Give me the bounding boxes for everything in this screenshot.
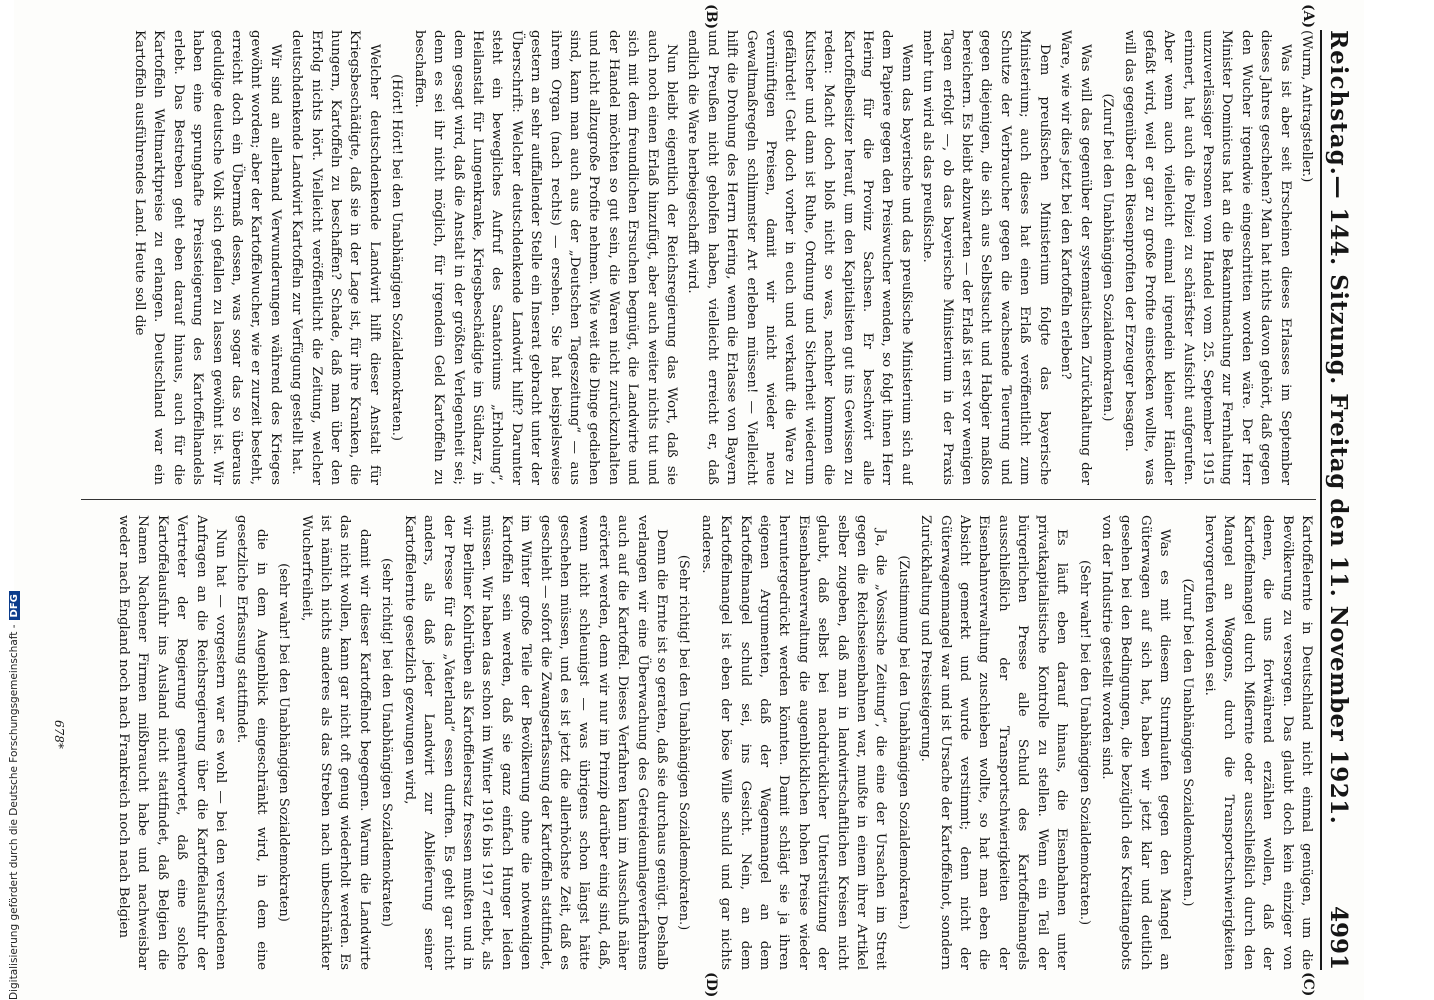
page-header	[1320, 30, 1356, 970]
paragraph: Ja, die „Vossische Zeitung“, die eine der Ursachen im Streit gegen die Reichseisenbahnen war, mußte in einem ihrer Artikel selber zugeben, daß man in landwirtschaftlichen Kreisen nicht glaubt, daß selbst bei nachdrücklicher Unterstützung der Eisenbahnverwaltung die augenblicklichen hohen Preise wieder heruntergedrückt werden könnten. Damit schlägt sie ja ihren eigenen Argumenten, daß der Wagenmangel an dem Kartoffelmangel schuld sei, ins Gesicht. Nein, an dem Kartoffelmangel ist eben der böse Wille schuld und gar nichts anderes.	[698, 515, 889, 970]
column-divider	[81, 499, 1316, 500]
interjection: (sehr richtig! bei den Unabhängigen Sozialdemokraten)	[379, 558, 395, 927]
margin-marker-b: (B)	[703, 4, 719, 30]
interjection: (Zustimmung bei den Unabhängigen Sozialdemokraten.)	[895, 555, 911, 930]
folio-number: 678*	[52, 720, 66, 749]
interjection: (Sehr richtig! bei den Unabhängigen Sozialdemokraten.)	[676, 554, 692, 931]
page-number: 4991	[1325, 905, 1352, 970]
interjection: (Zuruf bei den Unabhängigen Sozialdemokraten.)	[1179, 578, 1195, 907]
margin-marker-d: (D)	[703, 972, 719, 998]
paragraph: Welcher deutschdenkende Landwirt hilft dieser Anstalt für Kriegsbeschädigte, daß sie in der Lage ist, für ihre Kranken, die hungern, Kartoffeln zu beschaffen? Schade, daß man über den Erfolg nichts hört. Vielleicht veröffentlicht die Zeitung, welcher deutschdenkende Landwirt Kartoffeln zur Verfügung gestellt hat.	[289, 30, 382, 485]
paragraph: damit wir dieser Kartoffelnot begegnen. Warum die Landwirte das nicht wollen, kann gar nicht oft genug wiederholt werden. Es ist nämlich nichts anderes als das Streben nach unbeschränkter Wucherfreiheit,	[298, 515, 372, 970]
credit-text: Digitalisierung gefördert durch die Deutsche Forschungsgemeinschaft -	[8, 624, 20, 1000]
paragraph: Wir sind an allerhand Verwunderungen während des Krieges gewöhnt worden; aber der Kartoffelwucher, wie er zurzeit besteht, erreicht doch ein Übermaß dessen, was sogar das so überaus geduldige deutsche Volk sich gefallen zu lassen gewöhnt ist. Wir haben eine sprunghafte Preissteigerung des Kartoffelhandels erlebt. Das Bestreben geht eben darauf hinaus, auch für die Kartoffeln Weltmarktpreise zu erlangen. Deutschland war ein Kartoffeln ausführendes Land. Heute soll die	[132, 30, 283, 485]
paragraph: Dem preußischen Ministerium folgte das bayerische Ministerium; auch dieses hat einen Erlaß veröffentlicht zum Schutze der Verbraucher gegen die wachsende Teuerung und gegen diejenigen, die sich aus Selbstsucht und Habgier maßlos bereichern. Es bleibt abzuwarten — der Erlaß ist erst vor wenigen Tagen erfolgt —, ob das bayerische Ministerium in der Praxis mehr tun wird als das preußische.	[920, 30, 1052, 485]
paragraph: Was ist aber seit Erscheinen dieses Erlasses im September dieses Jahres geschehen? Man hat nichts davon gehört, daß gegen den Wucher irgendwie eingeschritten worden wäre. Der Herr Minister Dominicus hat an die Bekanntmachung zur Fernhaltung unzuverlässiger Personen vom Handel vom 25. September 1915 erinnert, hat auch die Polizei zu schärfster Aufsicht aufgerufen. Aber wenn auch vielleicht einmal irgendein kleiner Händler gefaßt wird, weil er gar zu große Profite einstecken wollte, was will das gegenüber den Riesenprofiten der Erzeuger besagen.	[1122, 30, 1293, 485]
margin-marker-c: (C)	[1300, 972, 1316, 997]
paragraph: Nun hat — vorgestern war es wohl — bei den verschiedenen Anfragen an die Reichsregierung über die Kartoffelausfuhr der Vertreter der Regierung geantwortet, daß eine solche Kartoffelausfuhr ins Ausland nicht stattfindet, daß Belgien die Namen Nachener Firmen mißbraucht habe und nachweisbar weder nach England noch nach Frankreich noch nach Belgien	[116, 515, 229, 970]
paragraph: Denn die Ernte ist so geraten, daß sie durchaus genügt. Deshalb verlangen wir eine Überwachung des Getreideumlageverfahrens auch auf die Kartoffel. Dieses Verfahren kann im Ausschuß näher erörtert werden, denn wir nur im Prinzip darüber einig sind, daß, wenn nicht schleunigst — was übrigens schon längst hätte geschehen müssen, und es ist jetzt die allerhöchste Zeit, daß es geschieht — sofort die Zwangserfassung der Kartoffeln stattfindet, im Winter große Teile der Bevölkerung ohne die notwendigen Kartoffeln sein werden, daß sie ganz einfach Hunger leiden müssen. Wir haben das schon im Winter 1916 bis 1917 erlebt, als wir Berliner Kohlrüben als Kartoffelersatz fressen mußten und in der Presse für das „Vaterland“ essen durften. Es geht gar nicht anders, als daß jeder Landwirt zur Ablieferung seiner Kartoffelernte gesetzlich gezwungen wird,	[401, 515, 669, 970]
interjection: (Hört! Hört! bei den Unabhängigen Sozialdemokraten.)	[389, 74, 405, 441]
header-left: Reichstag.	[1325, 30, 1352, 176]
paragraph: Was es mit diesem Sturmlaufen gegen den Mangel an Güterwagen auf sich hat, haben wir jetzt klar und deutlich gesehen bei den Bedingungen, die bezüglich des Kreditangebots von der Industrie gestellt worden sind.	[1098, 515, 1173, 970]
digitization-credit	[8, 0, 20, 1000]
paragraph: Was will das gegenüber der systematischen Zurückhaltung der Ware, wie wir dies jetzt bei den Kartoffeln erleben?	[1058, 30, 1093, 485]
paragraph: Wenn das bayerische und das preußische Ministerium sich auf dem Papiere gegen den Preiswucher wenden, so folgt ihnen Herr Hering für die Provinz Sachsen. Er beschwört alle Kartoffelbesitzer herauf, um den Kapitalisten gut ins Gewissen zu reden: Macht doch bloß nicht so was, nachher kommen die Kutscher und dann ist Ruhe, Ordnung und Sicherheit wiederum gefährdet! Geht doch vorher in euch und verkauft die Ware zu vernünftigen Preisen, damit wir nicht wieder neue Gewaltmaßregeln schlimmster Art erleben müssen! — Vielleicht hilft die Drohung des Herrn Hering, wenn die Erlasse von Bayern und Preußen nicht geholfen haben, vielleicht erreicht er, daß endlich die Ware herbeigeschafft wird.	[685, 30, 914, 485]
paragraph: Kartoffelernte in Deutschland nicht einmal genügen, um die Bevölkerung zu versorgen. Das glaubt doch kein einziger von denen, die uns fortwährend erzählen wollen, daß der Kartoffelmangel durch Mißernte oder ausschließlich durch den Mangel an Waggons, durch die Transportschwierigkeiten hervorgerufen worden sei.	[1201, 515, 1314, 970]
left-column	[71, 30, 1316, 485]
header-center: — 144. Sitzung. Freitag den 11. November 1921.	[1325, 175, 1352, 825]
dfg-logo: DFG	[9, 591, 20, 620]
paragraph: Nun bleibt eigentlich der Reichsregierung das Wort, daß sie auch noch einen Erlaß hinzufügt, aber auch weiter nichts tut und sich mit dem freundlichen Ersuchen begnügt, die Landwirte und der Handel möchten so gut sein, die Waren nicht zurückzuhalten und nicht allzugroße Profite nehmen. Wie weit die Dinge gediehen sind, kann man auch aus der „Deutschen Tageszeitung“ — aus ihrem Organ (nach rechts) — ersehen. Sie hat beispielsweise gestern an sehr auffallender Stelle ein Inserat gebracht unter der Überschrift: Welcher deutschdenkende Landwirt hilft? Darunter steht ein bewegliches Aufruf des Sanatoriums „Erholung“, Heilanstalt für Lungenkranke, Kriegsbeschädigte im Südharz, in dem gesagt wird, daß die Anstalt in der größten Verlegenheit sei; denn es sei ihr nicht möglich, für irgendein Geld Kartoffeln zu beschaffen.	[411, 30, 679, 485]
margin-marker-a: (A)	[1300, 4, 1316, 29]
paragraph: (Wurm, Antragsteller.)	[1299, 30, 1314, 183]
paragraph: die in dem Augenblick eingeschränkt wird, in dem eine gesetzliche Erfassung stattfindet.	[234, 515, 269, 970]
right-column	[71, 515, 1316, 970]
paragraph: Es läuft eben darauf hinaus, die Eisenbahnen unter privatkapitalistische Kontrolle zu stellen. Wenn ein Teil der bürgerlichen Presse alle Schuld des Kartoffelmangels ausschließlich der Transportschwierigkeiten der Eisenbahnverwaltung zuschieben wollte, so hat man eben die Absicht gemerkt und wurde verstimmt; denn nicht der Güterwagenmangel war und ist Ursache der Kartoffelnot, sondern Zurückhaltung und Preissteigerung.	[918, 515, 1070, 970]
interjection: (Sehr wahr! bei den Unabhängigen Sozialdemokraten.)	[1076, 559, 1092, 926]
interjection: (Zuruf bei den Unabhängigen Sozialdemokraten.)	[1099, 93, 1115, 422]
document-page	[14, 0, 1364, 1000]
interjection: (sehr wahr! bei den Unabhängigen Sozialdemokraten)	[276, 563, 292, 922]
